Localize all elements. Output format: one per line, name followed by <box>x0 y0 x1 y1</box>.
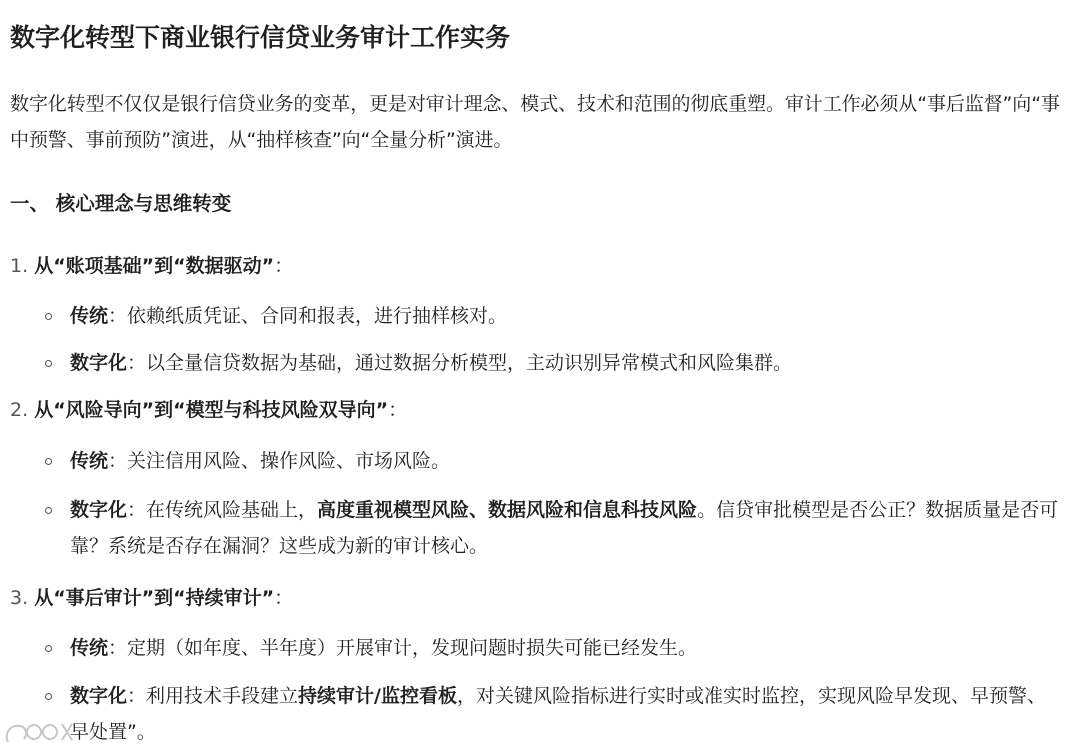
hollow-bullet-icon <box>45 458 52 465</box>
list-number: 3. <box>10 587 29 609</box>
watermark-logo-icon <box>0 712 95 752</box>
list-subitem <box>45 630 1060 666</box>
subitem-text: 关注信用风险、操作风险、市场风险。 <box>127 450 451 472</box>
separator: ： <box>108 637 128 659</box>
hollow-bullet-icon <box>45 645 52 652</box>
subitem-label: 传统 <box>70 450 109 472</box>
subitem-text: 依赖纸质凭证、合同和报表，进行抽样核对。 <box>127 305 508 327</box>
subitem-text: 。信贷审批模型是否公正？数据质量是否可靠？系统是否存在漏洞？这些成为新的审计核心。 <box>70 499 1059 557</box>
hollow-bullet-icon <box>45 693 52 700</box>
hollow-bullet-icon <box>45 507 52 514</box>
subitem-text: 在传统风险基础上， <box>146 499 318 521</box>
list-item-heading: 从“风险导向”到“模型与科技风险双导向” <box>34 399 389 421</box>
subitem-text: 以全量信贷数据为基础，通过数据分析模型，主动识别异常模式和风险集群。 <box>146 352 793 374</box>
list-subitem <box>45 678 1060 750</box>
subitem-label: 传统 <box>70 637 109 659</box>
separator: ： <box>108 450 128 472</box>
subitem-text: 利用技术手段建立 <box>146 685 299 707</box>
separator: ： <box>127 499 147 521</box>
list-item-title <box>10 580 293 616</box>
hollow-bullet-icon <box>45 360 52 367</box>
subitem-text: ，对关键风险指标进行实时或准实时监控，实现风险早发现、早预警、早处置”。 <box>70 685 1047 743</box>
subitem-label: 数字化 <box>70 685 128 707</box>
subitem-emphasis: 高度重视模型风险、数据风险和信息科技风险 <box>317 499 698 521</box>
subitem-label: 传统 <box>70 305 109 327</box>
intro-paragraph: 数字化转型不仅仅是银行信贷业务的变革，更是对审计理念、模式、技术和范围的彻底重塑。审计工作必须从“事后监督”向“事中预警、事前预防”演进，从“抽样核查”向“全量分析”演进。 <box>10 93 1060 151</box>
list-item-title <box>10 248 293 284</box>
section-heading: 一、 核心理念与思维转变 <box>10 192 232 215</box>
list-number: 2. <box>10 399 29 421</box>
subitem-label: 数字化 <box>70 499 128 521</box>
list-subitem <box>45 443 1060 479</box>
colon: ： <box>274 255 294 277</box>
list-subitem <box>45 345 1060 381</box>
subitem-emphasis: 持续审计/监控看板 <box>298 685 457 707</box>
list-item-heading: 从“事后审计”到“持续审计” <box>34 587 275 609</box>
subitem-label: 数字化 <box>70 352 128 374</box>
hollow-bullet-icon <box>45 313 52 320</box>
separator: ： <box>108 305 128 327</box>
separator: ： <box>127 685 147 707</box>
colon: ： <box>274 587 294 609</box>
list-item-heading: 从“账项基础”到“数据驱动” <box>34 255 275 277</box>
page-title: 数字化转型下商业银行信贷业务审计工作实务 <box>10 23 511 52</box>
list-subitem <box>45 298 1060 334</box>
colon: ： <box>388 399 408 421</box>
separator: ： <box>127 352 147 374</box>
list-subitem <box>45 492 1060 564</box>
list-number: 1. <box>10 255 29 277</box>
subitem-text: 定期（如年度、半年度）开展审计，发现问题时损失可能已经发生。 <box>127 637 698 659</box>
list-item-title <box>10 392 407 428</box>
